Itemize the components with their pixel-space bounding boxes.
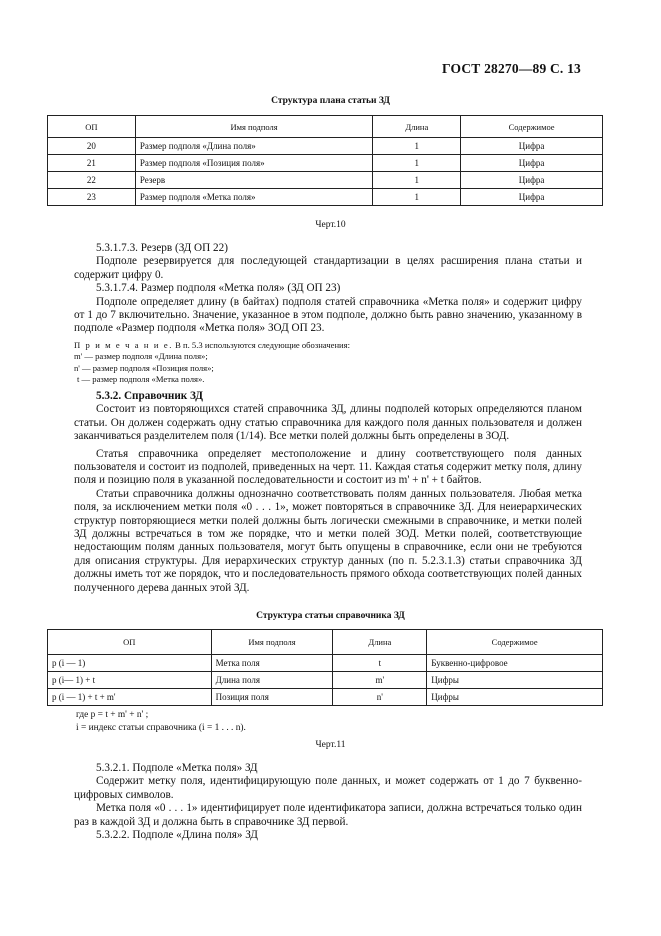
table-cell: p (i — 1) bbox=[48, 655, 212, 672]
table-cell: p (i — 1) + t + m' bbox=[48, 689, 212, 706]
table2-header-name: Имя подполя bbox=[211, 630, 333, 655]
table-cell: n' bbox=[333, 689, 427, 706]
paragraph: Статья справочника определяет местоположение и длину соответствующего поля данных пользователя и состоит из подполей, приведенных на черт. 11. Каждая статья содержит метку поля, длину поля и позицию поля в указанной последовательности и состоит из m' + n' + t байтов. bbox=[74, 447, 582, 487]
section-5-3-1-7 bbox=[74, 242, 582, 336]
table-row bbox=[48, 655, 603, 672]
table-cell: t bbox=[333, 655, 427, 672]
section-5-3-2-1 bbox=[74, 762, 582, 842]
table-cell: Размер подполя «Длина поля» bbox=[135, 138, 373, 155]
table2-header-content: Содержимое bbox=[427, 630, 603, 655]
table-cell: Цифра bbox=[461, 189, 603, 206]
table1-caption: Структура плана статьи ЗД bbox=[271, 96, 390, 106]
table-cell: Резерв bbox=[135, 172, 373, 189]
section-heading: 5.3.1.7.4. Размер подполя «Метка поля» (ЗД ОП 23) bbox=[96, 282, 341, 295]
note-label: П р и м е ч а н и е. bbox=[74, 340, 173, 350]
table-cell: Размер подполя «Метка поля» bbox=[135, 189, 373, 206]
note-item: m' — размер подполя «Длина поля»; bbox=[74, 351, 208, 362]
table-cell: Метка поля bbox=[211, 655, 333, 672]
table-cell: m' bbox=[333, 672, 427, 689]
table1-header-op: ОП bbox=[48, 116, 136, 138]
paragraph: Метка поля «0 . . . 1» идентифицирует поле идентификатора записи, должна встречаться только один раз в каждой ЗД и должна быть в справочнике ЗД первой. bbox=[74, 802, 582, 828]
note-item: n' — размер подполя «Позиция поля»; bbox=[74, 362, 214, 373]
table2 bbox=[47, 629, 603, 706]
section-heading: 5.3.2.1. Подполе «Метка поля» ЗД bbox=[96, 762, 258, 774]
table-row bbox=[48, 672, 603, 689]
table1-header-content: Содержимое bbox=[461, 116, 603, 138]
table-cell: Позиция поля bbox=[211, 689, 333, 706]
note-block bbox=[74, 340, 582, 386]
table-row bbox=[48, 189, 603, 206]
table-cell: Цифры bbox=[427, 689, 603, 706]
table1 bbox=[47, 115, 603, 206]
table-cell: Буквенно-цифровое bbox=[427, 655, 603, 672]
paragraph: Подполе определяет длину (в байтах) подполя статей справочника «Метка поля» и содержит цифру от 1 до 7 включительно. Значение, указанное в этом подполе, должно быть равно значению, указанному в подполе «Размер подполя «Метка поля» ЗОД ОП 23. bbox=[74, 295, 582, 335]
table-row bbox=[48, 172, 603, 189]
table-cell: 23 bbox=[48, 189, 136, 206]
table1-header-length: Длина bbox=[373, 116, 461, 138]
table-row bbox=[48, 689, 603, 706]
paragraph: Статьи справочника должны однозначно соответствовать полям данных пользователя. Любая метка поля, за исключением метки поля «0 . . . 1», может повторяться в справочнике ЗД. Для неиерархических структур повторяющиеся метки полей должны быть логически смежными в справочнике, и метки полей ЗД должны встречаться в том же порядке, что и метки полей ЗОД. Метки полей, соответствующие недостающим полям данных пользователя, могут быть опущены в справочнике, если они не требуются для описания структуры. Для иерархических структур данных (по п. 5.2.3.1.3) статьи справочника ЗД должны иметь тот же порядок, что и последовательность прямого обхода соответствующих полей данных полученного дерева данных этой ЗД. bbox=[74, 487, 582, 594]
note-item: t — размер подполя «Метка поля». bbox=[77, 374, 205, 385]
table-cell: Размер подполя «Позиция поля» bbox=[135, 155, 373, 172]
table-cell: Цифра bbox=[461, 155, 603, 172]
legend-line: где p = t + m' + n' ; bbox=[76, 710, 149, 720]
table-cell: 1 bbox=[373, 138, 461, 155]
note-intro: В п. 5.3 используются следующие обозначения: bbox=[173, 340, 350, 350]
table2-header-row bbox=[48, 630, 603, 655]
section-heading: 5.3.2. Справочник ЗД bbox=[96, 390, 203, 402]
section-heading: 5.3.2.2. Подполе «Длина поля» ЗД bbox=[96, 829, 258, 842]
paragraph: Подполе резервируется для последующей стандартизации в целях расширения плана статьи и содержит цифру 0. bbox=[74, 255, 582, 281]
table2-header-length: Длина bbox=[333, 630, 427, 655]
table2-legend bbox=[76, 709, 584, 734]
table-cell: Цифра bbox=[461, 138, 603, 155]
table-cell: 20 bbox=[48, 138, 136, 155]
table-cell: 22 bbox=[48, 172, 136, 189]
table-cell: Цифра bbox=[461, 172, 603, 189]
table2-header-op: ОП bbox=[48, 630, 212, 655]
section-5-3-2 bbox=[74, 390, 582, 595]
table-cell: 1 bbox=[373, 189, 461, 206]
table-row bbox=[48, 155, 603, 172]
table1-header-row bbox=[48, 116, 603, 138]
section-heading: 5.3.1.7.3. Резерв (ЗД ОП 22) bbox=[96, 242, 228, 254]
table-cell: Цифры bbox=[427, 672, 603, 689]
table-cell: p (i— 1) + t bbox=[48, 672, 212, 689]
paragraph: Содержит метку поля, идентифицирующую поле данных, и может содержать от 1 до 7 буквенно-цифровых символов. bbox=[74, 775, 582, 801]
table2-caption: Структура статьи справочника ЗД bbox=[256, 611, 405, 621]
page-header: ГОСТ 28270—89 С. 13 bbox=[442, 61, 581, 76]
table-cell: Длина поля bbox=[211, 672, 333, 689]
table-cell: 1 bbox=[373, 155, 461, 172]
chart-label-11: Черт.11 bbox=[315, 740, 346, 750]
table1-header-name: Имя подполя bbox=[135, 116, 373, 138]
paragraph: Состоит из повторяющихся статей справочника ЗД, длины подполей которых определяются планом статьи. Он должен содержать одну статью справочника для каждого поля данных пользователя и должен заканчиваться разделителем поля (1/14). Все метки полей должны быть определены в ЗОД. bbox=[74, 403, 582, 443]
table-cell: 21 bbox=[48, 155, 136, 172]
chart-label-10: Черт.10 bbox=[315, 220, 346, 230]
table-row bbox=[48, 138, 603, 155]
table-cell: 1 bbox=[373, 172, 461, 189]
legend-line: i = индекс статьи справочника (i = 1 . . . n). bbox=[76, 722, 246, 733]
